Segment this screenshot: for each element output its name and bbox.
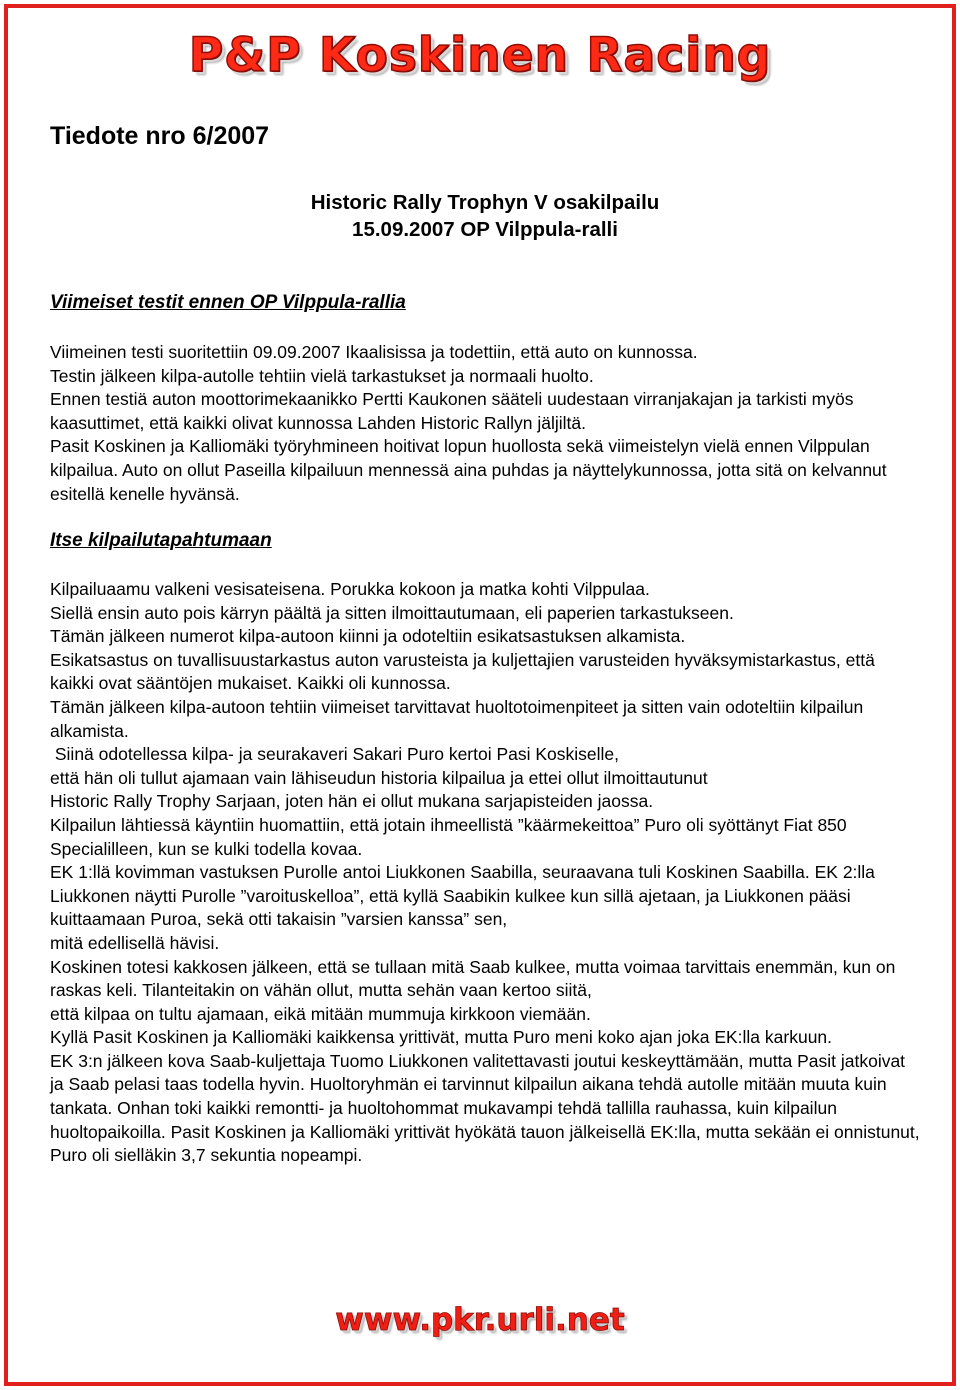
paragraph: Siellä ensin auto pois kärryn päältä ja sitten ilmoittautumaan, eli paperien tarkastukseen. (50, 602, 734, 623)
paragraph: Historic Rally Trophy Sarjaan, joten hän ei ollut mukana sarjapisteiden jaossa. (50, 791, 654, 812)
section-heading-event: Itse kilpailutapahtumaan (50, 530, 272, 551)
paragraph: Siinä odotellessa kilpa- ja seurakaveri Sakari Puro kertoi Pasi Koskiselle, (50, 744, 620, 765)
document-title: Tiedote nro 6/2007 (50, 122, 270, 150)
paragraph: Esikatsastus on tuvallisuustarkastus auton varusteista ja kuljettajien varusteiden hyväksymistarkastus, että kaikki ovat sääntöjen mukaiset. Kaikki oli kunnossa. (50, 649, 875, 694)
paragraph: Tämän jälkeen kilpa-autoon tehtiin viimeiset tarvittavat huoltotoimenpiteet ja sitten vain odoteltiin kilpailun alkamista. (50, 696, 864, 741)
subtitle-line-2: 15.09.2007 OP Vilppula-ralli (352, 218, 618, 241)
paragraph: Viimeinen testi suoritettiin 09.09.2007 Ikaalisissa ja todettiin, että auto on kunnossa. (50, 342, 698, 362)
section-heading-tests: Viimeiset testit ennen OP Vilppula-rallia (50, 292, 406, 313)
section-body-event (50, 578, 920, 1168)
paragraph: Pasit Koskinen ja Kalliomäki työryhmineen hoitivat lopun huollosta sekä viimeistelyn vielä ennen Vilppulan kilpailua. Auto on ollut Paseilla kilpailuun mennessä aina puhdas ja näyttelykunnossa, jotta sitä on kelvannut esitellä kenelle hyvänsä. (50, 436, 887, 504)
paragraph: EK 3:n jälkeen kova Saab-kuljettaja Tuomo Liukkonen valitettavasti joutui keskeyttämään, mutta Pasit jatkoivat ja Saab pelasi taas todella hyvin. Huoltoryhmän ei tarvinnut kilpailun aikana tehdä autolle mitään muuta kuin tankata. Onhan toki kaikki remontti- ja huoltohommat mukavampi tehdä tallilla rauhassa, kuin kilpailun huoltopaikoilla. Pasit Koskinen ja Kalliomäki yrittivät hyökätä tauon jälkeisellä EK:lla, mutta sekään ei onnistunut, Puro oli sielläkin 3,7 sekuntia nopeampi. (50, 1050, 920, 1166)
paragraph: mitä edellisellä hävisi. (50, 932, 220, 953)
paragraph: Testin jälkeen kilpa-autolle tehtiin vielä tarkastukset ja normaali huolto. (50, 365, 594, 386)
paragraph: Ennen testiä auton moottorimekaanikko Pertti Kaukonen sääteli uudestaan virranjakajan ja tarkisti myös kaasuttimet, että kaikki olivat kunnossa Lahden Historic Rallyn jäljiltä. (50, 389, 854, 433)
section-body-tests (50, 341, 920, 506)
paragraph: EK 1:llä kovimman vastuksen Purolle antoi Liukkonen Saabilla, seuraavana tuli Koskinen Saabilla. EK 2:lla Liukkonen näytti Purolle ”varoituskelloa”, että kyllä Saabikin kulkee kun sillä ajetaan, ja Liukkonen pääsi kuittaamaan Puroa, sekä otti takaisin ”varsien kanssa” sen, (50, 862, 875, 930)
paragraph: että hän oli tullut ajamaan vain lähiseudun historia kilpailua ja ettei ollut ilmoittautunut (50, 767, 708, 788)
footer-website-link[interactable]: www.pkr.urli.net (335, 1302, 625, 1338)
paragraph: Kilpailuaamu valkeni vesisateisena. Porukka kokoon ja matka kohti Vilppulaa. (50, 579, 650, 599)
paragraph: Kilpailun lähtiessä käyntiin huomattiin, että jotain ihmeellistä ”käärmekeittoa” Puro oli syöttänyt Fiat 850 Specialilleen, kun se kulki todella kovaa. (50, 814, 847, 859)
paragraph: Tämän jälkeen numerot kilpa-autoon kiinni ja odoteltiin esikatsastuksen alkamista. (50, 626, 686, 647)
paragraph: Koskinen totesi kakkosen jälkeen, että se tullaan mitä Saab kulkee, mutta voimaa tarvittais enemmän, kun on raskas keli. Tilanteitakin on vähän ollut, mutta sehän vaan kertoo siitä, (50, 956, 896, 1001)
logo-banner: P&P Koskinen Racing (188, 28, 772, 83)
subtitle-line-1: Historic Rally Trophyn V osakilpailu (310, 191, 660, 214)
paragraph: Kyllä Pasit Koskinen ja Kalliomäki kaikkensa yrittivät, mutta Puro meni koko ajan joka EK:lla karkuun. (50, 1027, 833, 1048)
paragraph: että kilpaa on tultu ajamaan, eikä mitään mummuja kirkkoon viemään. (50, 1003, 591, 1024)
